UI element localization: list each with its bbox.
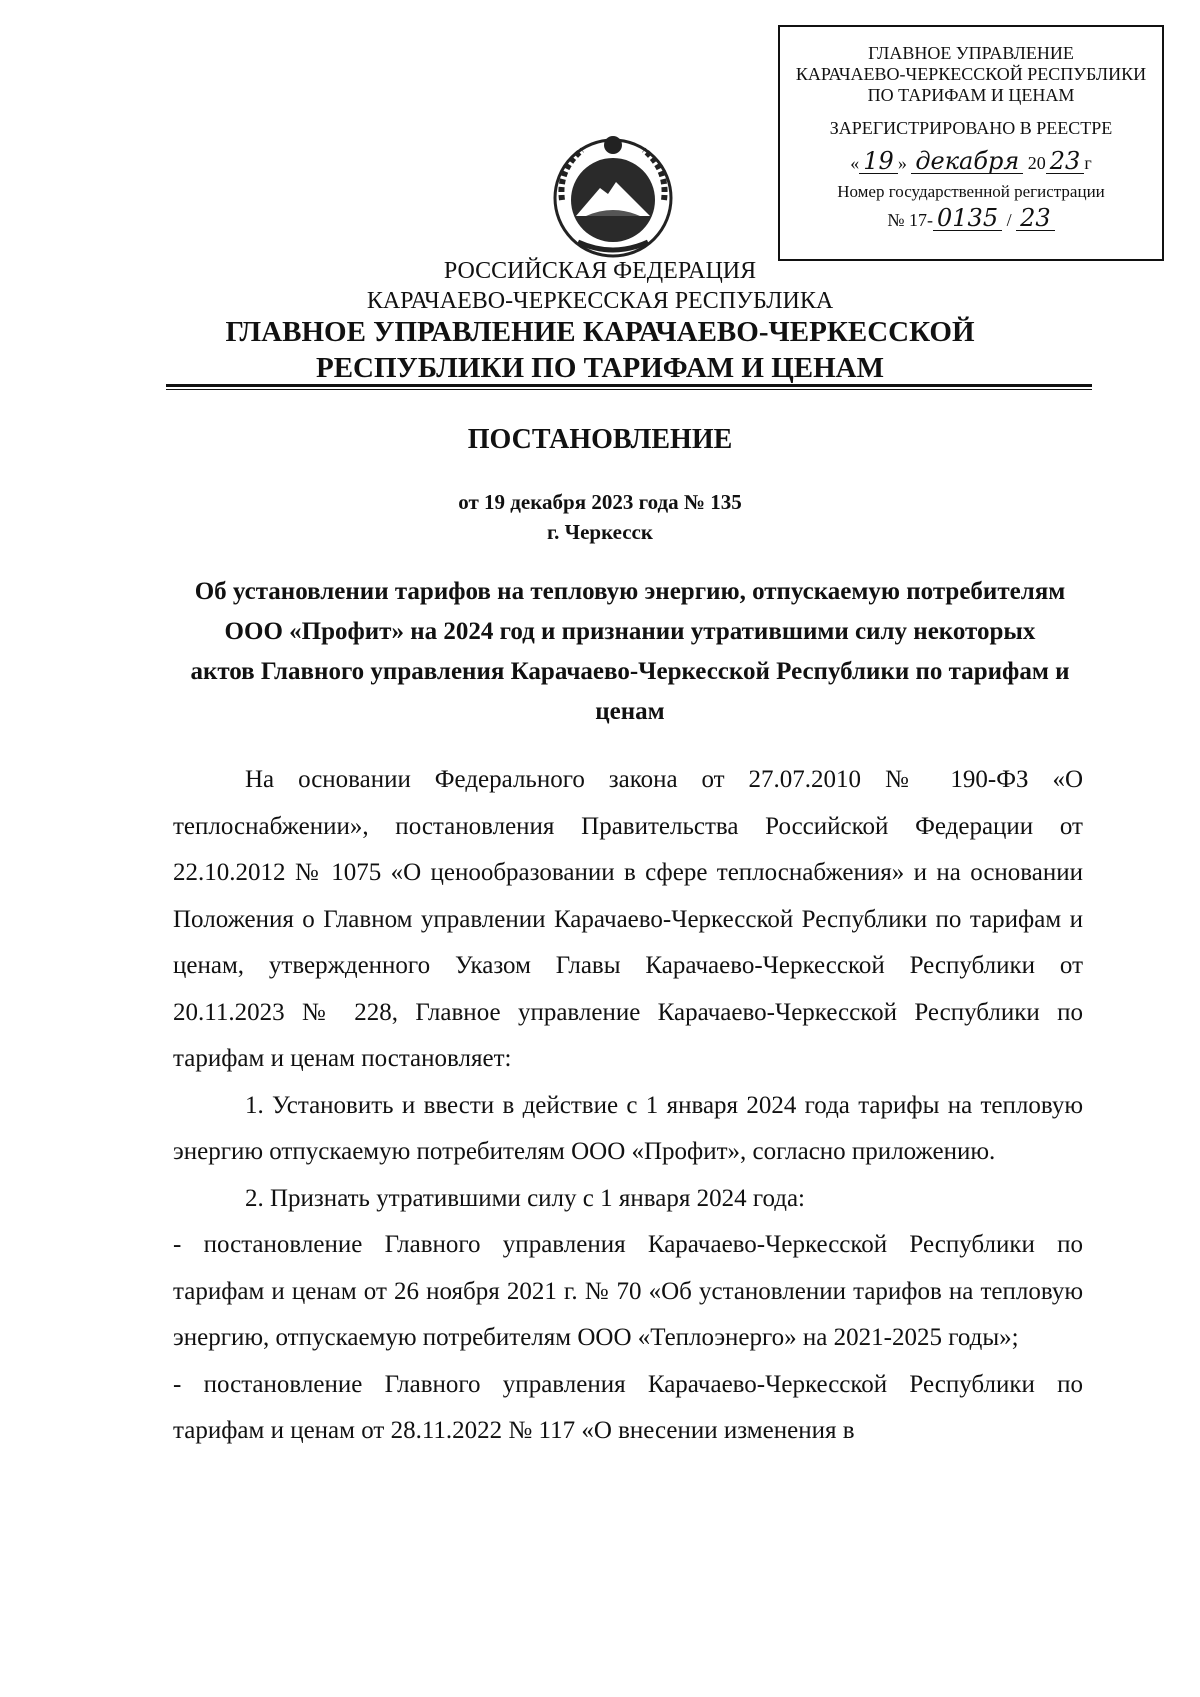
- stamp-num-main: 0135: [933, 206, 1002, 231]
- stamp-year-prefix: 20: [1027, 153, 1046, 173]
- stamp-month: декабря: [911, 149, 1023, 174]
- stamp-reg-label: Номер государственной регистрации: [837, 182, 1105, 201]
- body-item-1: 1. Установить и ввести в действие с 1 января 2024 года тарифы на тепловую энергию отпускаемую потребителям ООО «Профит», согласно приложению.: [173, 1091, 1083, 1165]
- document-subject: Об установлении тарифов на тепловую энергию, отпускаемую потребителям ООО «Профит» на 2024 год и признании утратившими силу некоторых актов Главного управления Карачаево-Черкесской Республики по тарифам и ценам: [190, 578, 1070, 725]
- stamp-line-3: ПО ТАРИФАМ И ЦЕНАМ: [867, 85, 1075, 105]
- body-bullet-1: - постановление Главного управления Карачаево-Черкесской Республики по тарифам и ценам от 26 ноября 2021 г. № 70 «Об установлении тарифов на тепловую энергию, отпускаемую потребителям ООО «Теплоэнерго» на 2021-2025 годы»;: [173, 1231, 1083, 1351]
- coat-of-arms-icon: [548, 130, 678, 260]
- stamp-line-1: ГЛАВНОЕ УПРАВЛЕНИЕ: [868, 43, 1074, 63]
- stamp-num-year: 23: [1016, 206, 1055, 231]
- stamp-reg-number: № 17- 0135 / 23: [780, 206, 1162, 231]
- body-preamble: На основании Федерального закона от 27.07.2010 № 190-ФЗ «О теплоснабжении», постановления Правительства Российской Федерации от 22.10.2012 № 1075 «О ценообразовании в сфере теплоснабжения» и на основании Положения о Главном управлении Карачаево-Черкесской Республики по тарифам и ценам, утвержденного Указом Главы Карачаево-Черкесской Республики от 20.11.2023 № 228, Главное управление Карачаево-Черкесской Республики по тарифам и ценам постановляет:: [173, 766, 1083, 1072]
- body-bullet-2: - постановление Главного управления Карачаево-Черкесской Республики по тарифам и ценам от 28.11.2022 № 117 «О внесении изменения в: [173, 1370, 1083, 1444]
- document-body: [173, 757, 1083, 1455]
- stamp-year-unit: г: [1084, 153, 1092, 173]
- header-divider-thick: [166, 384, 1092, 387]
- header-divider-thin: [166, 389, 1092, 390]
- header-org-line-2: РЕСПУБЛИКИ ПО ТАРИФАМ И ЦЕНАМ: [316, 352, 884, 384]
- document-city: г. Черкесск: [547, 520, 653, 544]
- document-dateline: [0, 487, 1200, 547]
- stamp-date: « 19 » декабря 20 23 г: [850, 147, 1092, 175]
- stamp-year-suffix: 23: [1046, 149, 1085, 174]
- document-date-number: от 19 декабря 2023 года № 135: [458, 490, 742, 514]
- stamp-line-2: КАРАЧАЕВО-ЧЕРКЕССКОЙ РЕСПУБЛИКИ: [795, 64, 1147, 84]
- body-item-2: 2. Признать утратившими силу с 1 января 2024 года:: [245, 1184, 805, 1212]
- header-org-line-1: ГЛАВНОЕ УПРАВЛЕНИЕ КАРАЧАЕВО-ЧЕРКЕССКОЙ: [225, 316, 975, 348]
- document-type: ПОСТАНОВЛЕНИЕ: [467, 424, 733, 455]
- stamp-day: 19: [859, 149, 898, 174]
- header-republic: КАРАЧАЕВО-ЧЕРКЕССКАЯ РЕСПУБЛИКА: [366, 288, 834, 314]
- stamp-num-prefix: № 17-: [887, 210, 934, 230]
- registration-stamp: [778, 25, 1164, 261]
- stamp-registered: ЗАРЕГИСТРИРОВАНО В РЕЕСТРЕ: [829, 118, 1113, 138]
- header-country: РОССИЙСКАЯ ФЕДЕРАЦИЯ: [443, 258, 757, 284]
